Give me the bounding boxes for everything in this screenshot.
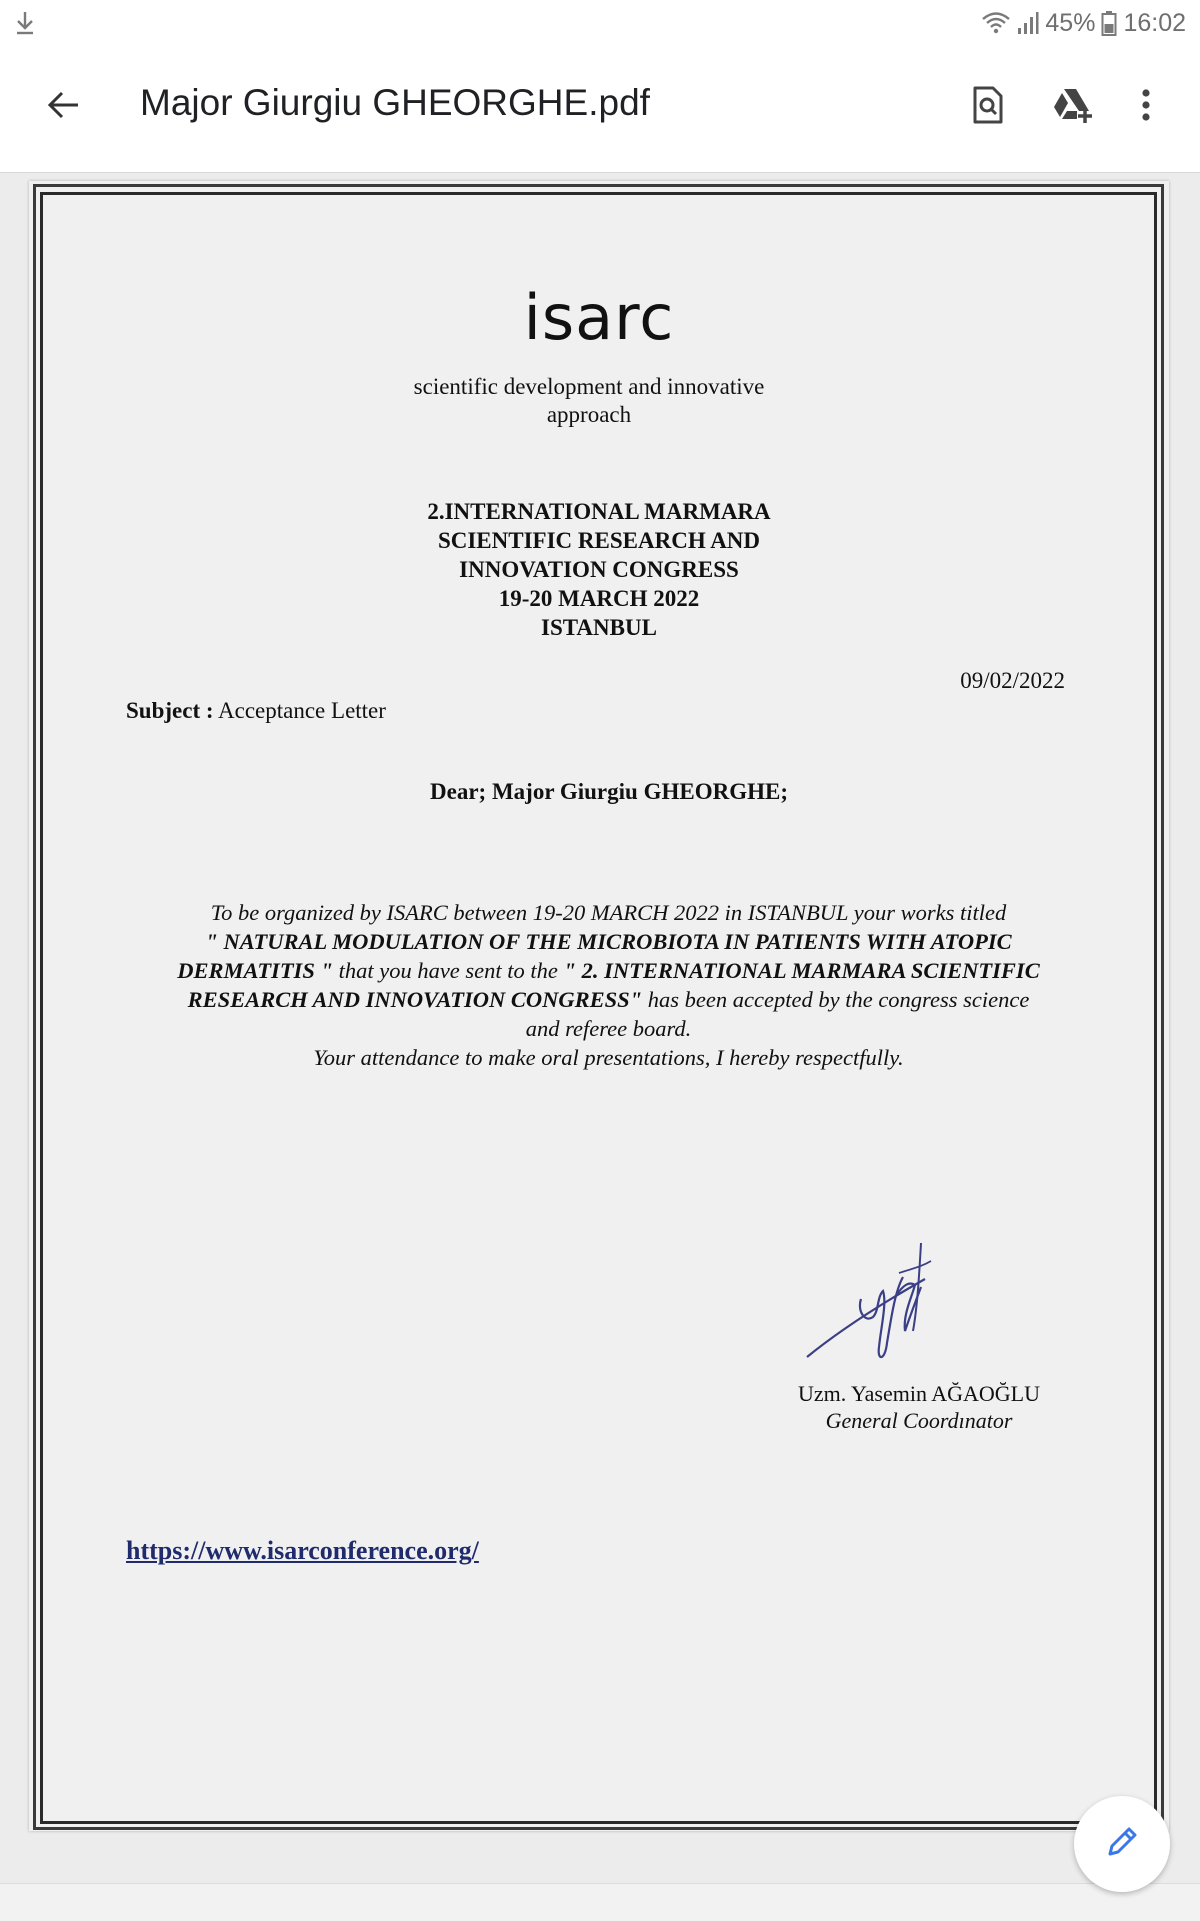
signal-icon [1017,11,1039,35]
edit-fab-button[interactable] [1074,1796,1170,1892]
download-arrow-icon [12,8,38,36]
wifi-icon [981,10,1011,36]
subject-label: Subject : [126,698,214,723]
body-line: Your attendance to make oral presentations, I hereby respectfully. [313,1045,904,1070]
pdf-page [29,181,1169,1831]
drive-add-icon [1051,87,1093,127]
body-line: To be organized by ISARC between 19-20 MARCH 2022 in ISTANBUL your works titled [210,900,1007,925]
paper-title-line: " NATURAL MODULATION OF THE MICROBIOTA IN PATIENTS WITH ATOPIC [205,929,1012,954]
body-line [111,956,1106,985]
letter-date: 09/02/2022 [960,668,1065,693]
tagline-line: approach [546,402,632,427]
signer-role: General Coordınator [825,1408,1013,1433]
app-bar [0,46,1200,173]
clock: 16:02 [1123,8,1186,37]
congress-line: 2.INTERNATIONAL MARMARA [427,499,771,524]
signer-name: Uzm. Yasemin AĞAOĞLU [798,1381,1040,1406]
subject-line [126,698,386,724]
congress-dates: 19-20 MARCH 2022 [498,586,700,611]
status-bar [0,0,1200,46]
status-indicators [981,6,1186,40]
body-text-fragment: has been accepted by the congress science [642,987,1030,1012]
paper-title-end: DERMATITIS " [177,958,333,983]
congress-name-end: RESEARCH AND INNOVATION CONGRESS" [187,987,643,1012]
pdf-viewport[interactable] [0,173,1200,1883]
body-text-fragment: that you have sent to the [332,958,564,983]
document-title: Major Giurgiu GHEORGHE.pdf [140,82,650,123]
congress-name: " 2. INTERNATIONAL MARMARA SCIENTIFIC [563,958,1040,983]
congress-line: INNOVATION CONGRESS [459,557,739,582]
isarc-logo: isarc [523,281,675,354]
tagline [399,373,779,429]
tagline-line: scientific development and innovative [413,374,765,399]
more-options-button[interactable] [1113,74,1179,140]
add-to-drive-button[interactable] [1039,74,1105,140]
website-link[interactable]: https://www.isarconference.org/ [126,1536,479,1565]
congress-line: SCIENTIFIC RESEARCH AND [437,528,761,553]
arrow-left-icon [46,90,80,124]
handwritten-signature [799,1239,979,1379]
battery-percent: 45% [1045,8,1096,37]
body-line: and referee board. [525,1016,692,1041]
back-button[interactable] [30,74,96,140]
salutation: Dear; Major Giurgiu GHEORGHE; [430,779,788,804]
battery-icon [1101,10,1117,36]
more-vert-icon [1141,88,1151,126]
pencil-icon [1104,1824,1140,1864]
find-in-page-button[interactable] [955,74,1021,140]
letter-body [111,898,1106,1072]
find-in-page-icon [972,86,1004,128]
body-line [111,985,1106,1014]
congress-heading [329,497,869,642]
congress-city: ISTANBUL [541,615,657,640]
subject-value: Acceptance Letter [218,698,386,723]
bottom-strip [0,1883,1200,1921]
